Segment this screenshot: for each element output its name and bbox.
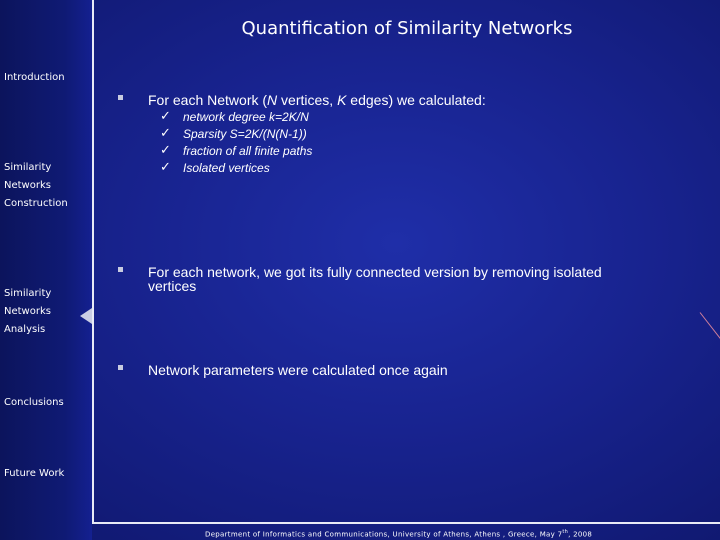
sidebar: [0, 0, 92, 540]
bullet-1-suffix: edges) we calculated:: [346, 92, 486, 108]
subitem-finite-paths: fraction of all finite paths: [183, 144, 313, 158]
check-icon: ✓: [160, 143, 171, 158]
bullet-1-mid: vertices,: [277, 92, 338, 108]
square-bullet-icon: [118, 365, 123, 370]
subitem-sparsity: Sparsity S=2K/(N(N-1)): [183, 127, 307, 141]
bullet-1: [148, 92, 486, 108]
bullet-1-k: K: [337, 92, 347, 108]
sidebar-item-analysis[interactable]: Similarity Networks Analysis: [4, 288, 52, 335]
bullet-3: Network parameters were calculated once again: [148, 362, 448, 378]
subitem-isolated: Isolated vertices: [183, 161, 270, 175]
slide-title: Quantification of Similarity Networks: [241, 18, 573, 39]
footer-sup: th: [562, 529, 569, 535]
sidebar-item-conclusions[interactable]: Conclusions: [4, 397, 64, 408]
decorative-line: [700, 312, 720, 344]
check-icon: ✓: [160, 160, 171, 175]
sidebar-item-construction[interactable]: Similarity Networks Construction: [4, 162, 68, 209]
bullet-1-n: N: [267, 92, 278, 108]
footer: [205, 529, 592, 538]
footer-divider: [92, 522, 720, 524]
subitem-degree: network degree k=2K/N: [183, 110, 309, 124]
footer-year: , 2008: [568, 530, 593, 539]
bullet-2-line-1: For each network, we got its fully connected version by removing isolated: [148, 264, 602, 280]
check-icon: ✓: [160, 126, 171, 141]
sidebar-item-future-work[interactable]: Future Work: [4, 468, 65, 479]
sidebar-divider: [92, 0, 94, 524]
footer-text: Department of Informatics and Communications, University of Athens, Athens , Greece, May 7: [205, 530, 563, 539]
check-icon: ✓: [160, 109, 171, 124]
bullet-2-line-2: vertices: [148, 278, 197, 294]
sidebar-item-introduction[interactable]: Introduction: [4, 72, 65, 83]
bullet-1-prefix: For each Network (: [148, 92, 268, 108]
current-section-pointer-icon: [80, 308, 92, 324]
square-bullet-icon: [118, 267, 123, 272]
square-bullet-icon: [118, 95, 123, 100]
